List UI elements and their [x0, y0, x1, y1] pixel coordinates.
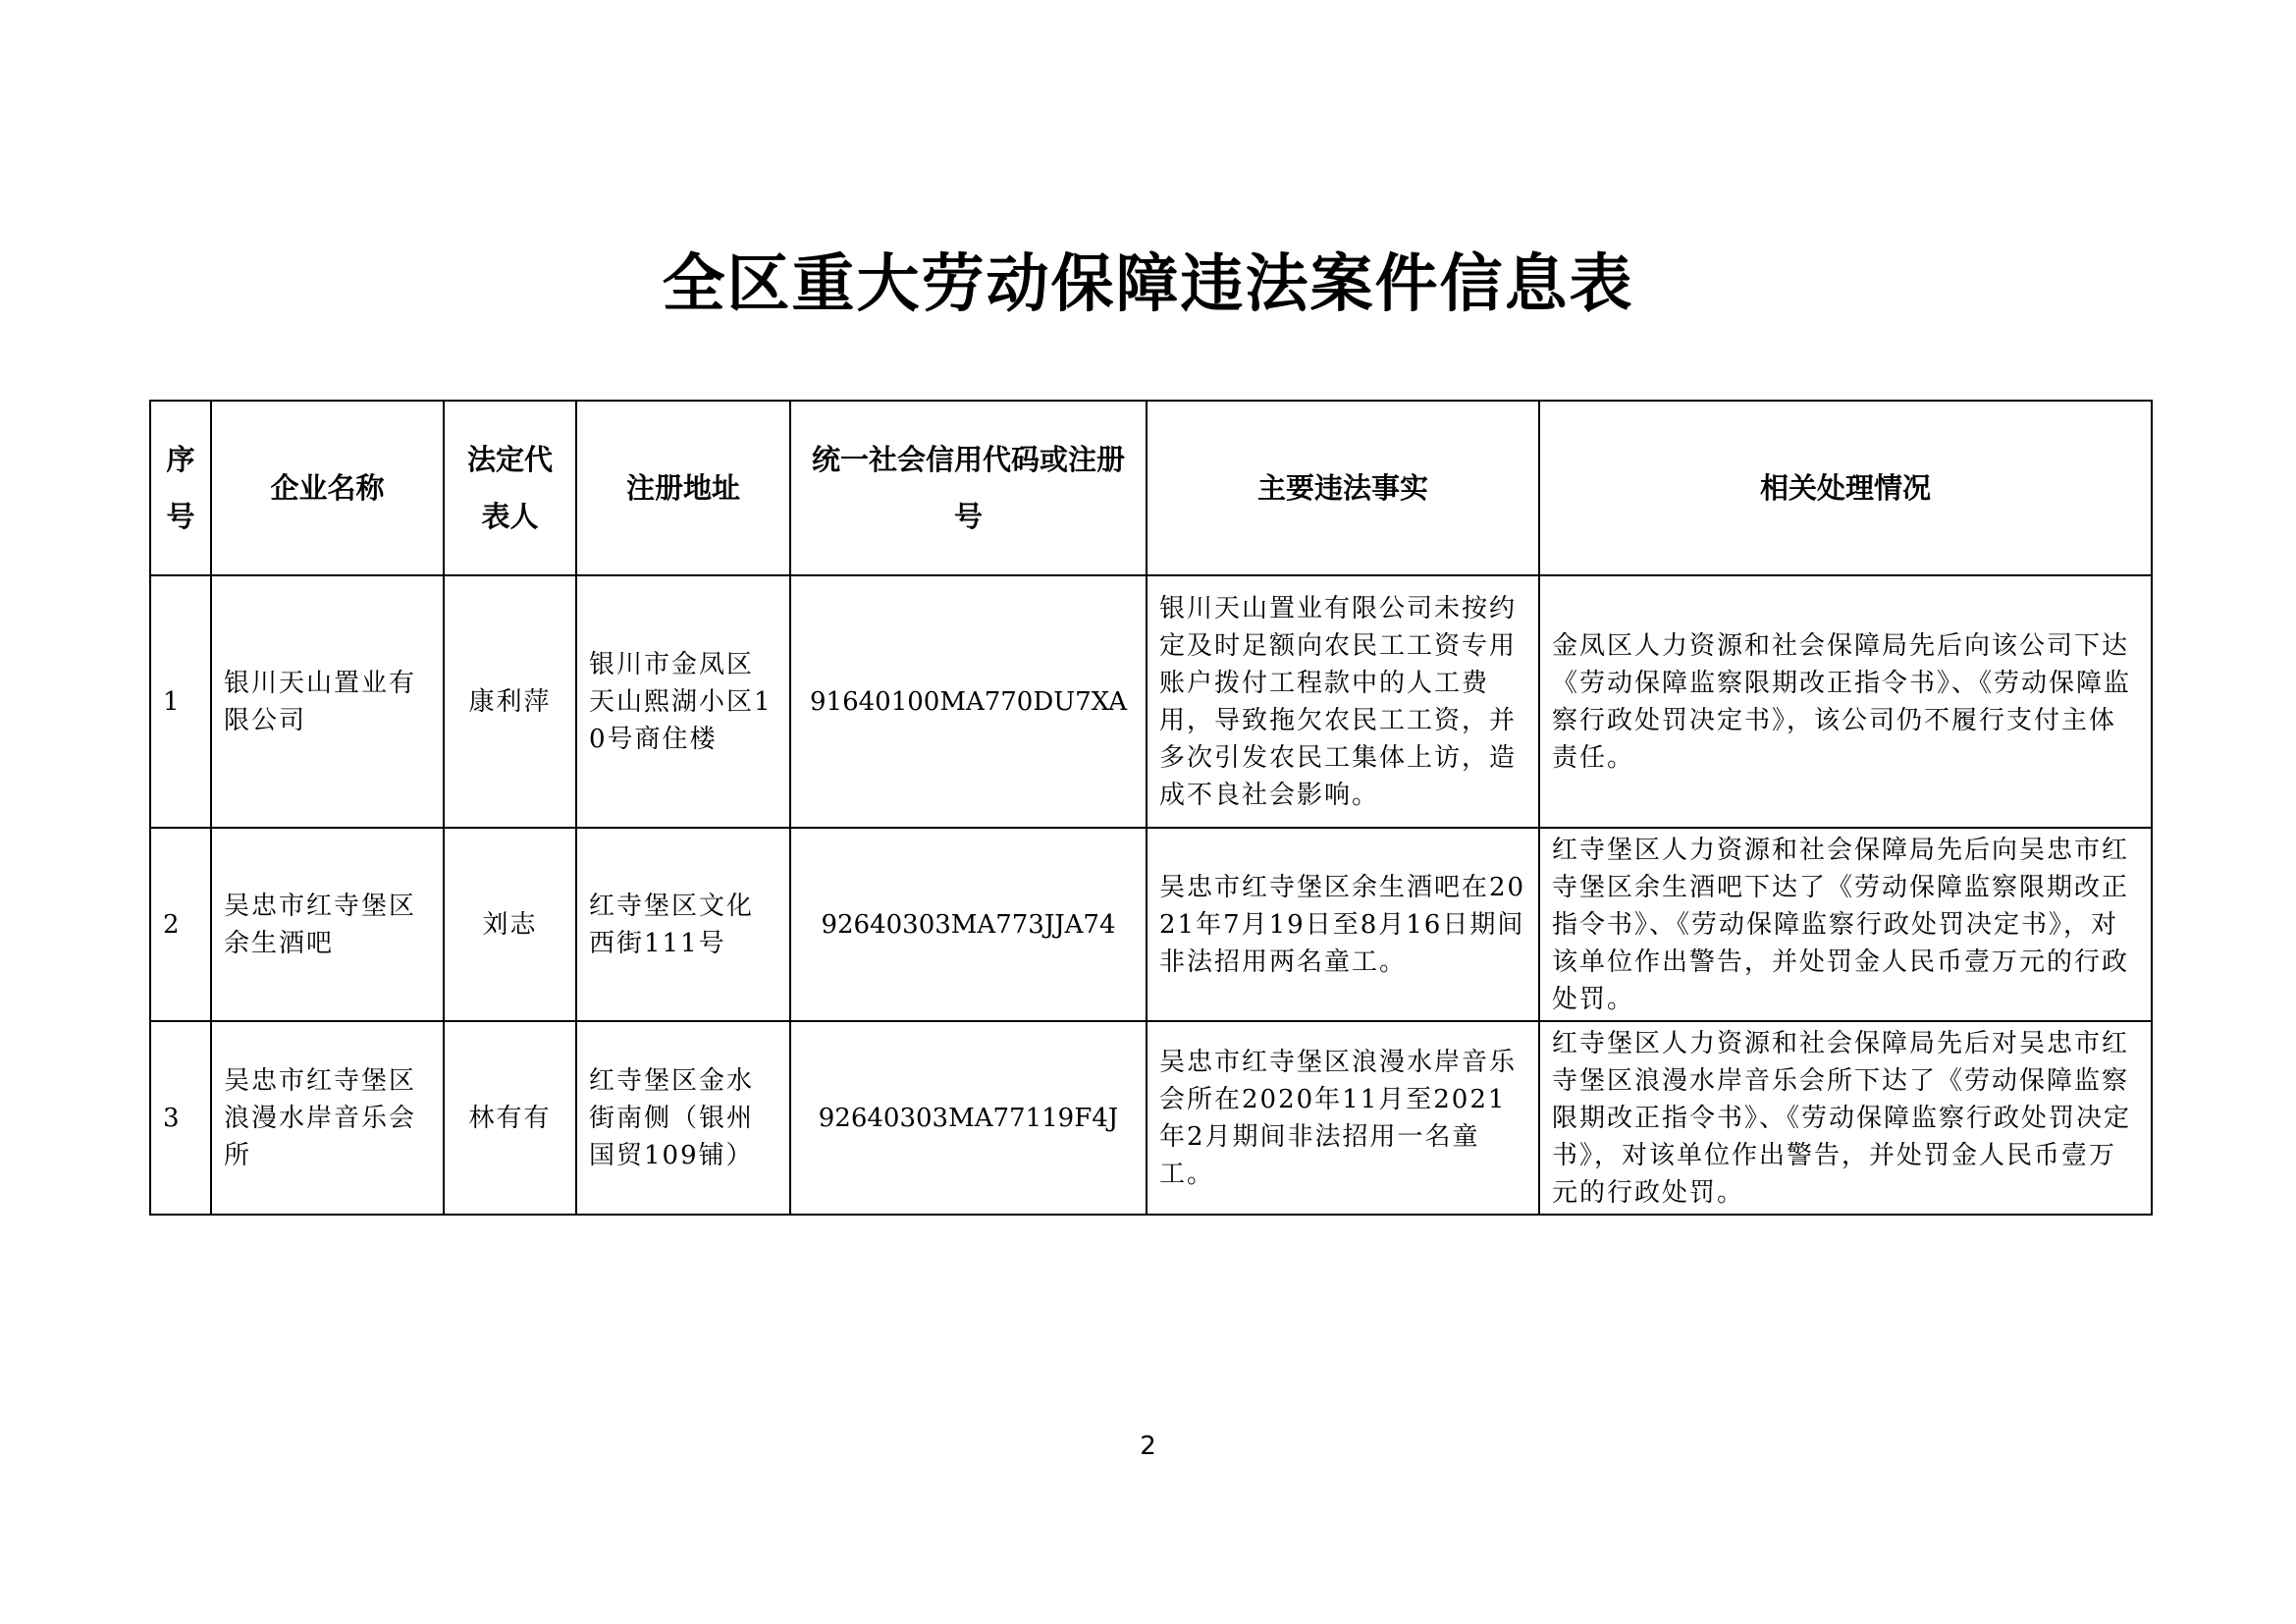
cell-credit-code: 92640303MA77119F4J [790, 1021, 1147, 1215]
cell-address: 红寺堡区文化西街111号 [576, 828, 790, 1021]
cell-legal-rep: 刘志 [444, 828, 576, 1021]
header-address: 注册地址 [576, 401, 790, 575]
cell-credit-code: 92640303MA773JJA74 [790, 828, 1147, 1021]
cell-violation: 吴忠市红寺堡区浪漫水岸音乐会所在2020年11月至2021年2月期间非法招用一名童工。 [1147, 1021, 1539, 1215]
header-handling: 相关处理情况 [1539, 401, 2152, 575]
cell-handling: 红寺堡区人力资源和社会保障局先后对吴忠市红寺堡区浪漫水岸音乐会所下达了《劳动保障监察限期改正指令书》、《劳动保障监察行政处罚决定书》，对该单位作出警告，并处罚金人民币壹万元的行政处罚。 [1539, 1021, 2152, 1215]
cell-address: 银川市金凤区天山熙湖小区10号商住楼 [576, 575, 790, 828]
cell-company: 银川天山置业有限公司 [211, 575, 444, 828]
cell-violation: 吴忠市红寺堡区余生酒吧在2021年7月19日至8月16日期间非法招用两名童工。 [1147, 828, 1539, 1021]
cell-violation: 银川天山置业有限公司未按约定及时足额向农民工工资专用账户拨付工程款中的人工费用，导致拖欠农民工工资，并多次引发农民工集体上访，造成不良社会影响。 [1147, 575, 1539, 828]
header-index: 序号 [150, 401, 211, 575]
cell-legal-rep: 康利萍 [444, 575, 576, 828]
header-company: 企业名称 [211, 401, 444, 575]
document-title: 全区重大劳动保障违法案件信息表 [662, 248, 1634, 321]
cell-company: 吴忠市红寺堡区浪漫水岸音乐会所 [211, 1021, 444, 1215]
table-row [150, 575, 2152, 828]
cell-index: 3 [150, 1021, 211, 1215]
cell-legal-rep: 林有有 [444, 1021, 576, 1215]
page-number: 2 [1140, 1432, 1156, 1461]
header-legal-rep: 法定代表人 [444, 401, 576, 575]
table-row [150, 1021, 2152, 1215]
cell-handling: 金凤区人力资源和社会保障局先后向该公司下达《劳动保障监察限期改正指令书》、《劳动保障监察行政处罚决定书》，该公司仍不履行支付主体责任。 [1539, 575, 2152, 828]
cell-address: 红寺堡区金水街南侧（银州国贸109铺） [576, 1021, 790, 1215]
cell-company: 吴忠市红寺堡区余生酒吧 [211, 828, 444, 1021]
table-header-row [150, 401, 2152, 575]
cell-index: 2 [150, 828, 211, 1021]
table-row [150, 828, 2152, 1021]
violation-cases-table [149, 400, 2153, 1216]
header-violation: 主要违法事实 [1147, 401, 1539, 575]
cell-handling: 红寺堡区人力资源和社会保障局先后向吴忠市红寺堡区余生酒吧下达了《劳动保障监察限期改正指令书》、《劳动保障监察行政处罚决定书》，对该单位作出警告，并处罚金人民币壹万元的行政处罚。 [1539, 828, 2152, 1021]
header-credit-code: 统一社会信用代码或注册号 [790, 401, 1147, 575]
cell-index: 1 [150, 575, 211, 828]
cell-credit-code: 91640100MA770DU7XA [790, 575, 1147, 828]
